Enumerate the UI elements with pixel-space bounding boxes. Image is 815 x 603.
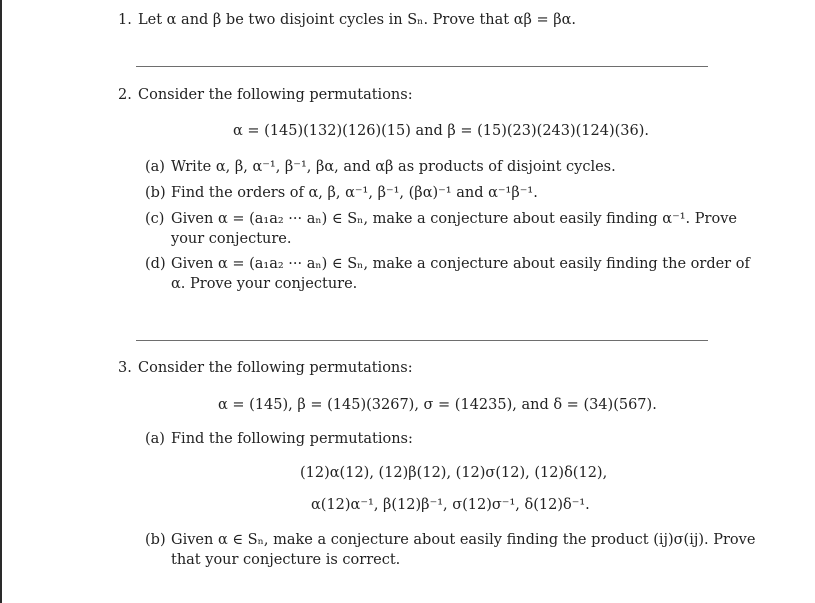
- problem-3b-line2: that your conjecture is correct.: [171, 552, 401, 568]
- divider-1: [136, 66, 708, 67]
- problem-3a-display-row1: (12)α(12), (12)β(12), (12)σ(12), (12)δ(12),: [300, 465, 608, 481]
- problem-3b-label: (b): [145, 532, 166, 548]
- problem-2-number: 2.: [118, 87, 132, 103]
- problem-2-display-equation: α = (145)(132)(126)(15) and β = (15)(23)(243)(124)(36).: [233, 123, 650, 139]
- problem-3a-display-row2: α(12)α⁻¹, β(12)β⁻¹, σ(12)σ⁻¹, δ(12)δ⁻¹.: [311, 497, 590, 513]
- problem-2-intro: Consider the following permutations:: [138, 87, 413, 103]
- problem-1-text: Let α and β be two disjoint cycles in Sₙ. Prove that αβ = βα.: [138, 12, 577, 28]
- problem-3-intro: Consider the following permutations:: [138, 360, 413, 376]
- problem-3b-line1: Given α ∈ Sₙ, make a conjecture about easily finding the product (ij)σ(ij). Prove: [171, 532, 756, 548]
- problem-2c-line2: your conjecture.: [171, 231, 292, 247]
- problem-2d-line2: α. Prove your conjecture.: [171, 276, 358, 292]
- problem-2a-text: Write α, β, α⁻¹, β⁻¹, βα, and αβ as products of disjoint cycles.: [171, 159, 616, 175]
- problem-2d-line1: Given α = (a₁a₂ ··· aₙ) ∈ Sₙ, make a conjecture about easily finding the order of: [171, 256, 750, 272]
- problem-2c-line1: Given α = (a₁a₂ ··· aₙ) ∈ Sₙ, make a conjecture about easily finding α⁻¹. Prove: [171, 211, 737, 227]
- problem-1-number: 1.: [118, 12, 132, 28]
- divider-2: [136, 340, 708, 341]
- problem-3-number: 3.: [118, 360, 132, 376]
- problem-2c-label: (c): [145, 211, 165, 227]
- problem-3a-label: (a): [145, 431, 165, 447]
- problem-3a-text: Find the following permutations:: [171, 431, 413, 447]
- problem-2a-label: (a): [145, 159, 165, 175]
- problem-3-display-equation: α = (145), β = (145)(3267), σ = (14235), and δ = (34)(567).: [218, 397, 657, 413]
- problem-2b-label: (b): [145, 185, 166, 201]
- problem-2d-label: (d): [145, 256, 166, 272]
- left-border: [0, 0, 2, 603]
- problem-2b-text: Find the orders of α, β, α⁻¹, β⁻¹, (βα)⁻¹ and α⁻¹β⁻¹.: [171, 185, 538, 201]
